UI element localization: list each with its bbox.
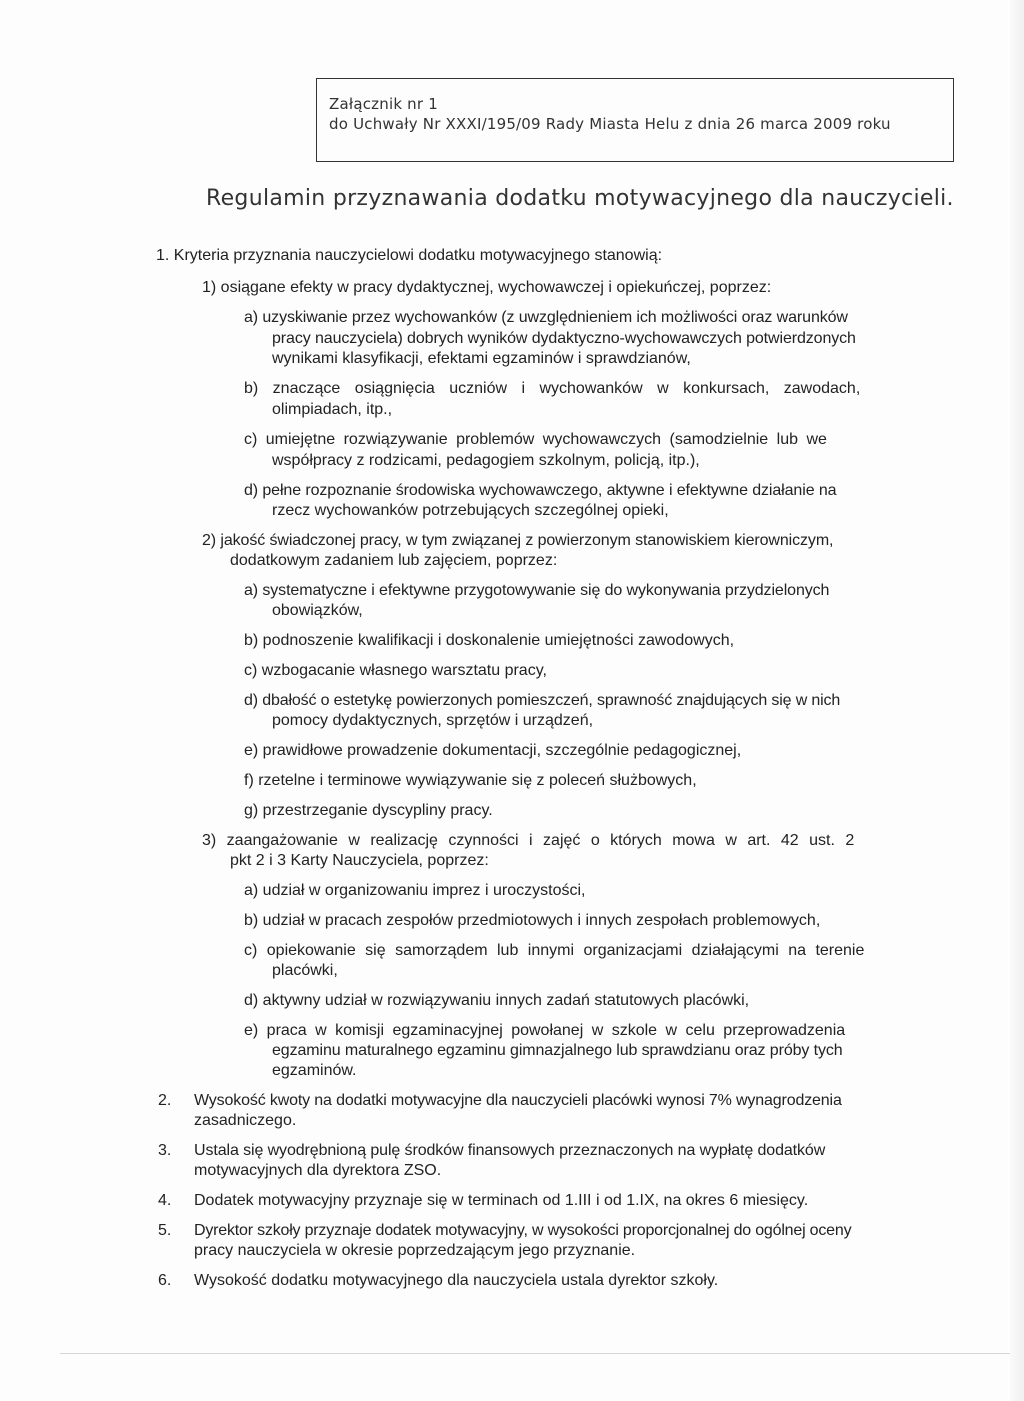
criterion-2b: b) podnoszenie kwalifikacji i doskonalenie umiejętności zawodowych, <box>244 632 735 649</box>
criterion-3-line2: pkt 2 i 3 Karty Nauczyciela, poprzez: <box>230 852 489 869</box>
document-title: Regulamin przyznawania dodatku motywacyjnego dla nauczycieli. <box>206 186 954 211</box>
criterion-3a: a) udział w organizowaniu imprez i uroczystości, <box>244 882 586 899</box>
paragraph-2-line2: zasadniczego. <box>194 1112 297 1129</box>
criterion-3c-line1: c) opiekowanie się samorządem lub innymi organizacjami działającymi na terenie <box>244 942 865 959</box>
paragraph-6: Wysokość dodatku motywacyjnego dla nauczyciela ustala dyrektor szkoły. <box>194 1272 719 1289</box>
criterion-3-line1: 3) zaangażowanie w realizację czynności i zajęć o których mowa w art. 42 ust. 2 <box>202 832 855 849</box>
criterion-1b-line1: b) znaczące osiągnięcia uczniów i wychowanków w konkursach, zawodach, <box>244 380 861 397</box>
criterion-2a-line1: a) systematyczne i efektywne przygotowywanie się do wykonywania przydzielonych <box>244 582 830 599</box>
paragraph-5-line2: pracy nauczyciela w okresie poprzedzającym jego przyznanie. <box>194 1242 636 1259</box>
criterion-1b-line2: olimpiadach, itp., <box>272 401 393 418</box>
paragraph-4-number: 4. <box>158 1192 172 1209</box>
paragraph-2-number: 2. <box>158 1092 172 1109</box>
criterion-2e: e) prawidłowe prowadzenie dokumentacji, szczególnie pedagogicznej, <box>244 742 742 759</box>
criterion-3b: b) udział w pracach zespołów przedmiotowych i innych zespołach problemowych, <box>244 912 821 929</box>
criterion-3e-line2: egzaminu maturalnego egzaminu gimnazjalnego lub sprawdzianu oraz próby tych <box>272 1042 843 1059</box>
paragraph-3-line1: Ustala się wyodrębnioną pulę środków finansowych przeznaczonych na wypłatę dodatków <box>194 1142 826 1159</box>
criterion-1a-line1: a) uzyskiwanie przez wychowanków (z uwzględnieniem ich możliwości oraz warunków <box>244 309 848 326</box>
criterion-1a-line3: wynikami klasyfikacji, efektami egzaminów i sprawdzianów, <box>272 350 691 367</box>
scan-edge-shadow <box>1010 0 1024 1401</box>
attachment-number: Załącznik nr 1 <box>329 95 438 113</box>
section-1-intro: 1. Kryteria przyznania nauczycielowi dodatku motywacyjnego stanowią: <box>156 247 663 264</box>
criterion-1d-line2: rzecz wychowanków potrzebujących szczególnej opieki, <box>272 502 669 519</box>
paragraph-4: Dodatek motywacyjny przyznaje się w terminach od 1.III i od 1.IX, na okres 6 miesięcy. <box>194 1192 809 1209</box>
criterion-2a-line2: obowiązków, <box>272 602 363 619</box>
criterion-2-line2: dodatkowym zadaniem lub zajęciem, poprzez: <box>230 552 558 569</box>
paragraph-6-number: 6. <box>158 1272 172 1289</box>
paragraph-3-line2: motywacyjnych dla dyrektora ZSO. <box>194 1162 442 1179</box>
criterion-1c-line1: c) umiejętne rozwiązywanie problemów wychowawczych (samodzielnie lub we <box>244 431 827 448</box>
attachment-header-box <box>316 78 954 162</box>
paragraph-3-number: 3. <box>158 1142 172 1159</box>
criterion-3d: d) aktywny udział w rozwiązywaniu innych zadań statutowych placówki, <box>244 992 750 1009</box>
criterion-3e-line1: e) praca w komisji egzaminacyjnej powołanej w szkole w celu przeprowadzenia <box>244 1022 846 1039</box>
criterion-1: 1) osiągane efekty w pracy dydaktycznej, wychowawczej i opiekuńczej, poprzez: <box>202 279 772 296</box>
paragraph-5-line1: Dyrektor szkoły przyznaje dodatek motywacyjny, w wysokości proporcjonalnej do ogólnej oceny <box>194 1222 852 1239</box>
criterion-2f: f) rzetelne i terminowe wywiązywanie się z poleceń służbowych, <box>244 772 697 789</box>
criterion-1a-line2: pracy nauczyciela) dobrych wyników dydaktyczno-wychowawczych potwierdzonych <box>272 330 856 347</box>
criterion-3e-line3: egzaminów. <box>272 1062 357 1079</box>
page-bottom-rule <box>60 1353 1020 1354</box>
criterion-2g: g) przestrzeganie dyscypliny pracy. <box>244 802 493 819</box>
criterion-2d-line1: d) dbałość o estetykę powierzonych pomieszczeń, sprawność znajdujących się w nich <box>244 692 841 709</box>
criterion-1d-line1: d) pełne rozpoznanie środowiska wychowawczego, aktywne i efektywne działanie na <box>244 482 837 499</box>
paragraph-5-number: 5. <box>158 1222 172 1239</box>
criterion-1c-line2: współpracy z rodzicami, pedagogiem szkolnym, policją, itp.), <box>272 452 700 469</box>
criterion-3c-line2: placówki, <box>272 962 338 979</box>
resolution-reference: do Uchwały Nr XXXI/195/09 Rady Miasta Helu z dnia 26 marca 2009 roku <box>329 115 891 133</box>
criterion-2d-line2: pomocy dydaktycznych, sprzętów i urządzeń, <box>272 712 594 729</box>
criterion-2-line1: 2) jakość świadczonej pracy, w tym związanej z powierzonym stanowiskiem kierowniczym, <box>202 532 834 549</box>
paragraph-2-line1: Wysokość kwoty na dodatki motywacyjne dla nauczycieli placówki wynosi 7% wynagrodzenia <box>194 1092 842 1109</box>
criterion-2c: c) wzbogacanie własnego warsztatu pracy, <box>244 662 547 679</box>
